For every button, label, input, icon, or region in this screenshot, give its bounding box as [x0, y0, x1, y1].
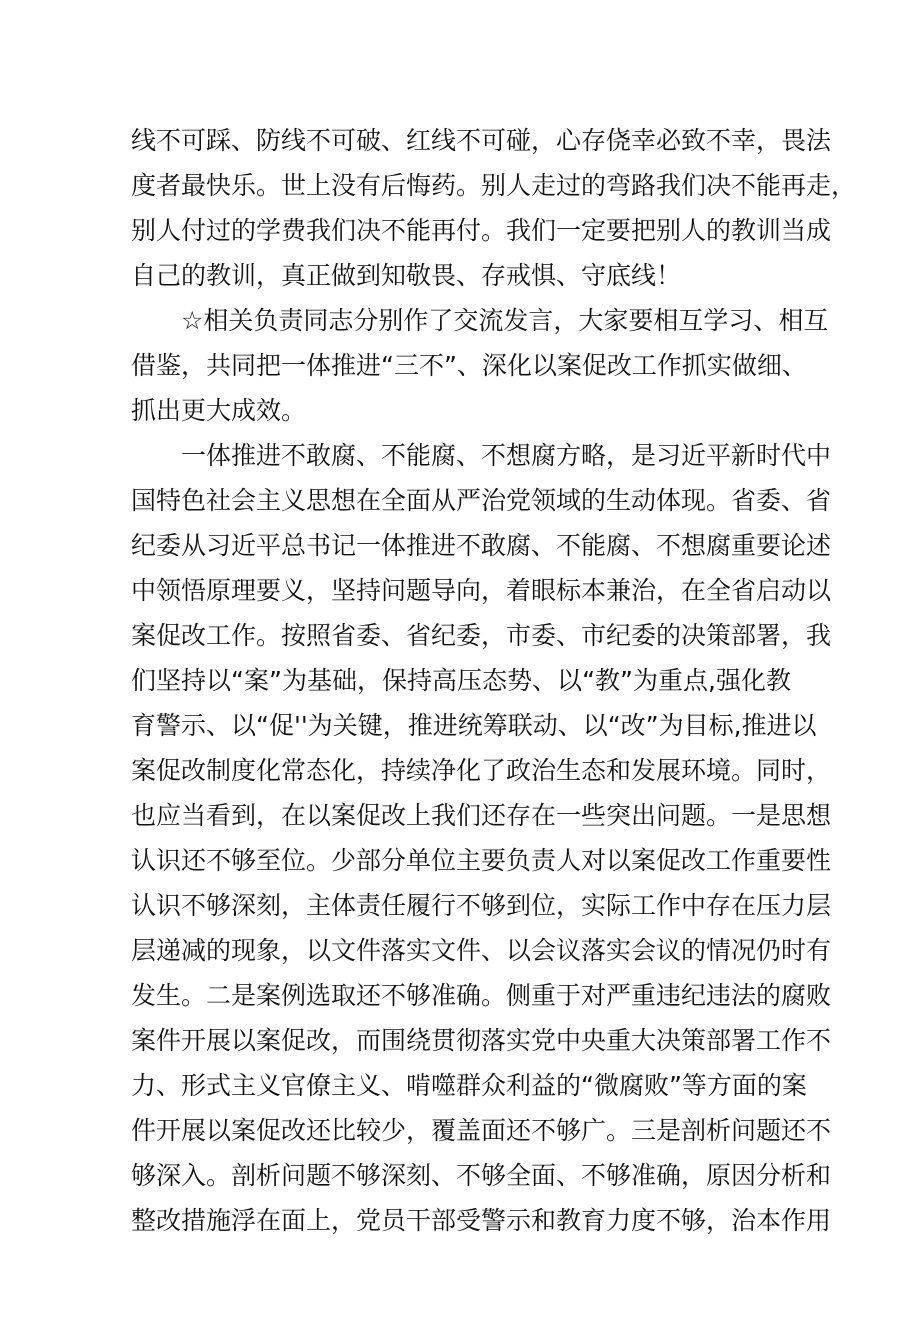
paragraph-2 [131, 298, 829, 433]
text-line: 一体推进不敢腐、不能腐、不想腐方略，是习近平新时代中 [181, 441, 832, 470]
text-line: 认识不够深刻，主体责任履行不够到位，实际工作中存在压力层 [131, 891, 832, 920]
text-line: 力、形式主义官僚主义、啃噬群众利益的“微腐败”等方面的案 [131, 1071, 807, 1100]
text-line: 案件开展以案促改，而围绕贯彻落实党中央重大决策部署工作不 [131, 1026, 832, 1055]
text-line: 件开展以案促改还比较少，覆盖面还不够广。三是剖析问题还不 [131, 1116, 832, 1145]
text-line: 够深入。剖析问题不够深刻、不够全面、不够准确，原因分析和 [131, 1161, 832, 1190]
text-line: 自己的教训，真正做到知敬畏、存戒惧、守底线！ [131, 261, 682, 290]
paragraph-3 [131, 433, 832, 1333]
text-line: 别人付过的学费我们决不能再付。我们一定要把别人的教训当成 [131, 216, 832, 245]
text-line: 案促改制度化常态化，持续净化了政治生态和发展环境。同时， [131, 756, 832, 785]
text-line: 借鉴，共同把一体推进“三不”、深化以案促改工作抓实做细、 [131, 351, 807, 380]
text-line: 也应当看到，在以案促改上我们还存在一些突出问题。一是思想 [131, 801, 832, 830]
text-line: 纪委从习近平总书记一体推进不敢腐、不能腐、不想腐重要论述 [131, 531, 832, 560]
text-line [131, 1243, 791, 1288]
text-line: ☆相关负责同志分别作了交流发言，大家要相互学习、相互 [181, 306, 829, 335]
paragraph-1 [131, 118, 857, 298]
text-line: 认识还不够至位。少部分单位主要负责人对以案促改工作重要性 [131, 846, 832, 875]
text-line: 案促改工作。按照省委、省纪委，市委、市纪委的决策部署，我 [131, 621, 832, 650]
text-line [131, 1288, 791, 1333]
text-line: 育警示、以“促''为关键，推进统筹联动、以“改”为目标,推进以 [131, 711, 817, 740]
text-line: 整改措施浮在面上，党员干部受警示和教育力度不够，治本作用 [131, 1206, 832, 1235]
text-line: 发生。二是案例选取还不够准确。侧重于对严重违纪违法的腐败 [131, 981, 832, 1010]
document-page [131, 118, 857, 1333]
text-line: 抓出更大成效。 [131, 396, 307, 425]
text-line: 中领悟原理要义，坚持问题导向，着眼标本兼治，在全省启动以 [131, 576, 832, 605]
text-line: 国特色社会主义思想在全面从严治党领域的生动体现。省委、省 [131, 486, 832, 515]
text-line: 度者最快乐。世上没有后悔药。别人走过的弯路我们决不能再走， [131, 171, 857, 200]
text-line: 们坚持以“案”为基础，保持高压态势、以“教”为重点,强化教 [131, 666, 791, 695]
text-line: 层递减的现象，以文件落实文件、以会议落实会议的情况仍时有 [131, 936, 832, 965]
text-line: 线不可踩、防线不可破、红线不可碰，心存侥幸必致不幸，畏法 [131, 126, 832, 155]
